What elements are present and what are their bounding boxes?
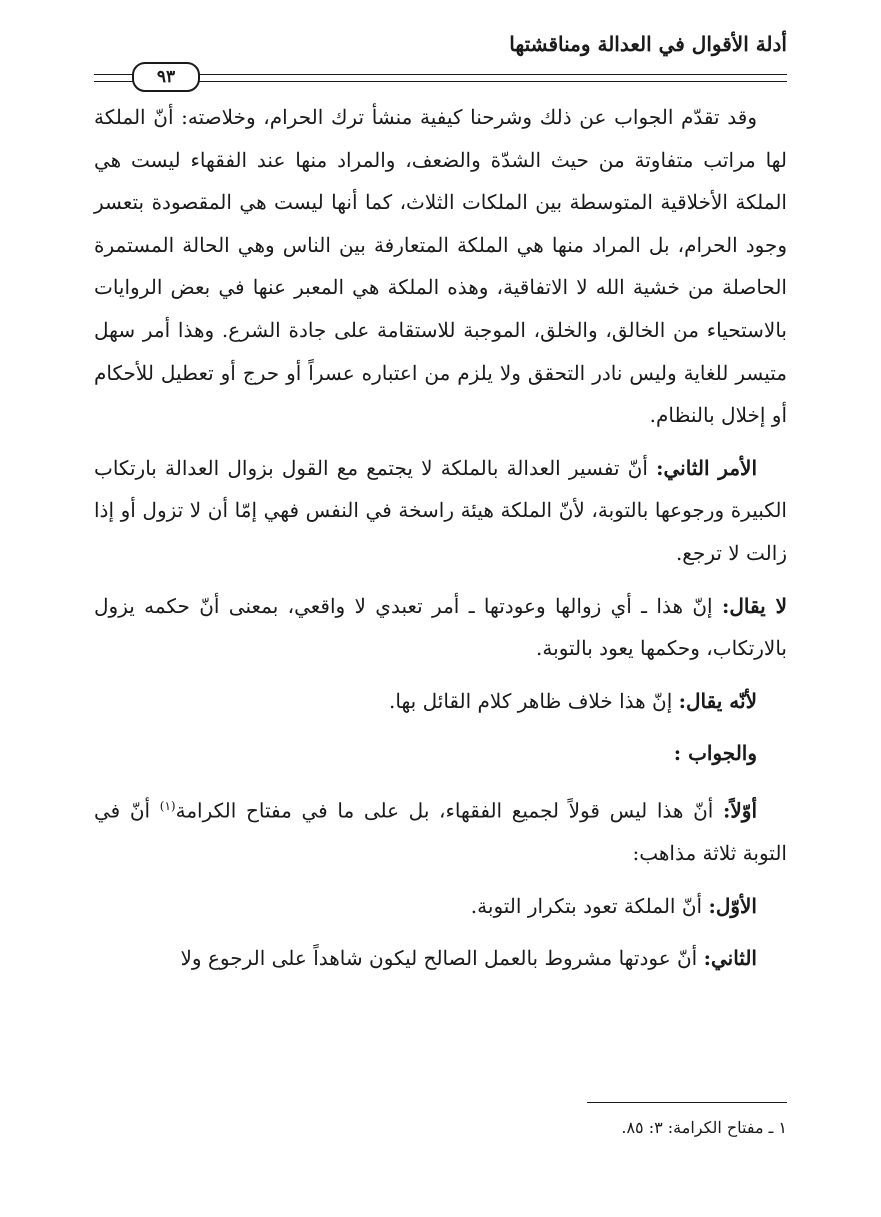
paragraph-7 [94,885,787,928]
footnote-marker: (١) [159,798,176,813]
paragraph-6 [94,785,787,875]
paragraph-7-text: أنّ الملكة تعود بتكرار التوبة. [470,893,703,918]
paragraph-8-label: الثاني: [703,946,757,971]
paragraph-4-label: لأنّه يقال: [678,688,757,713]
paragraph-6-text-before: أنّ هذا ليس قولاً لجميع الفقهاء، بل على ما في مفتاح الكرامة [175,798,714,823]
paragraph-6-text-after: أنّ في التوبة ثلاثة مذاهب: [94,798,787,866]
page-number: ٩٣ [132,62,200,92]
paragraph-2-text: أنّ تفسير العدالة بالملكة لا يجتمع مع القول بزوال العدالة بارتكاب الكبيرة ورجوعها بالتوبة، لأنّ الملكة هيئة راسخة في النفس فهي إمّا أن لا تزول أو إذا زالت لا ترجع. [94,455,787,565]
paragraph-4 [94,680,787,723]
paragraph-3 [94,585,787,670]
footnote: ١ ـ مفتاح الكرامة: ٣: ٨٥. [621,1118,787,1137]
running-title: أدلة الأقوال في العدالة ومناقشتها [509,32,787,56]
paragraph-7-label: الأوّل: [708,893,757,918]
paragraph-6-label: أوّلاً: [723,798,758,823]
paragraph-5 [94,732,787,775]
paragraph-4-text: إنّ هذا خلاف ظاهر كلام القائل بها. [389,688,673,713]
paragraph-2-label: الأمر الثاني: [656,455,758,480]
page-header [94,28,787,88]
paragraph-5-label: والجواب : [673,741,757,766]
paragraph-2 [94,447,787,575]
paragraph-3-text: إنّ هذا ـ أي زوالها وعودتها ـ أمر تعبدي لا واقعي، بمعنى أنّ حكمه يزول بالارتكاب، وحكمها يعود بالتوبة. [94,593,787,661]
paragraph-3-label: لا يقال: [721,593,788,618]
paragraph-8 [94,937,787,980]
body-text [94,96,787,990]
paragraph-8-text: أنّ عودتها مشروط بالعمل الصالح ليكون شاهداً على الرجوع ولا [180,946,698,971]
footnote-rule [587,1102,787,1103]
paragraph-1: وقد تقدّم الجواب عن ذلك وشرحنا كيفية منشأ ترك الحرام، وخلاصته: أنّ الملكة لها مراتب متفاوتة من حيث الشدّة والضعف، والمراد منها عند الفقهاء ليست هي الملكة الأخلاقية المتوسطة بين الملكات الثلاث، كما أنها ليست هي المقصودة بتعسر وجود الحرام، بل المراد منها هي الملكة المتعارفة بين الناس وهي الحالة المستمرة الحاصلة من خشية الله لا الاتفاقية، وهذه الملكة هي المعبر عنها في بعض الروايات بالاستحياء من الخالق، والخلق، الموجبة للاستقامة على جادة الشرع. وهذا أمر سهل متيسر للغاية وليس نادر التحقق ولا يلزم من اعتباره عسراً أو حرج أو تعطيل للأحكام أو إخلال بالنظام. [94,105,788,428]
